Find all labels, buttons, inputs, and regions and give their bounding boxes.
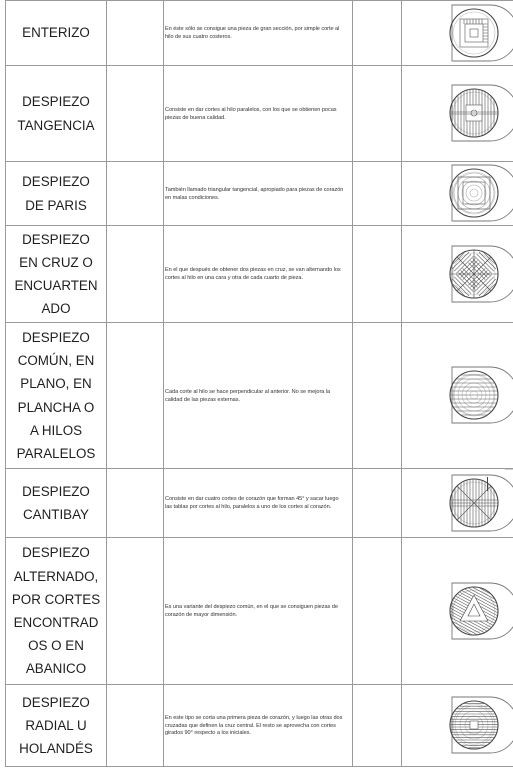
cut-diagram-cell bbox=[402, 538, 513, 685]
empty-cell bbox=[353, 685, 402, 767]
cut-type-name-line: ENCUARTEN bbox=[14, 278, 98, 293]
empty-cell bbox=[353, 226, 402, 323]
cut-type-name-line: DESPIEZO bbox=[22, 174, 90, 190]
cut-type-name-line: ENTERIZO bbox=[22, 25, 90, 41]
cut-type-name-line: CANTIBAY bbox=[23, 507, 89, 522]
cut-description: En el que después de obtener dos piezas en cruz, se van alternando los cortes al hilo en una cara y otra de cada cuarto de pieza. bbox=[165, 267, 341, 281]
table-row bbox=[6, 538, 513, 685]
cut-description-cell bbox=[164, 226, 353, 323]
cruz-cut-icon bbox=[448, 244, 513, 306]
cut-type-name-line: DESPIEZO bbox=[22, 329, 90, 345]
cut-type-name-line: EN CRUZ O bbox=[19, 254, 93, 270]
table-row bbox=[6, 685, 513, 767]
cut-type-name-line: PARALELOS bbox=[16, 445, 96, 461]
cut-type-name-line: PLANCHA O bbox=[17, 399, 95, 415]
empty-cell bbox=[353, 66, 402, 162]
alternado-cut-icon bbox=[448, 581, 513, 643]
empty-cell bbox=[107, 538, 164, 685]
table-row bbox=[6, 162, 513, 226]
cut-type-name bbox=[6, 1, 107, 66]
empty-cell bbox=[353, 538, 402, 685]
cut-description-cell bbox=[164, 469, 353, 538]
enterizo-cut-icon bbox=[448, 3, 513, 65]
cut-diagram-cell bbox=[402, 685, 513, 767]
cut-type-name bbox=[6, 66, 107, 162]
wood-cut-table bbox=[5, 0, 513, 767]
empty-cell bbox=[107, 323, 164, 469]
cut-diagram-cell bbox=[402, 323, 513, 469]
cut-diagram-cell bbox=[402, 162, 513, 226]
empty-cell bbox=[353, 162, 402, 226]
cut-type-name-line: RADIAL U bbox=[25, 717, 87, 733]
table-body bbox=[6, 1, 513, 767]
tangencia-cut-icon bbox=[448, 83, 513, 145]
cut-type-name-line: OS O EN bbox=[28, 638, 84, 654]
cut-type-name-line: HOLANDÉS bbox=[19, 741, 93, 757]
cut-description: También llamado triangular tangencial, apropiado para piezas de corazón en malas condiciones. bbox=[165, 186, 344, 201]
cut-diagram-cell bbox=[402, 226, 513, 323]
cut-description-cell bbox=[164, 1, 353, 66]
empty-cell bbox=[107, 66, 164, 162]
table-row bbox=[6, 469, 513, 538]
cut-diagram-cell bbox=[402, 66, 513, 162]
cut-description: Cada corte al hilo se hace perpendicular al anterior. No se mejora la calidad de las piezas externas. bbox=[165, 388, 331, 403]
side-rule bbox=[505, 469, 513, 470]
table-row bbox=[6, 226, 513, 323]
empty-cell bbox=[107, 685, 164, 767]
cut-description: Consiste en dar cuatro cortes de corazón que forman 45° y sacar luego las tablas por cortes al hilo, paralelos a uno de los cortes al corazón. bbox=[165, 496, 339, 510]
cut-type-name-line: ENCONTRAD bbox=[13, 615, 99, 630]
cut-type-name-line: POR CORTES bbox=[11, 591, 101, 607]
cut-type-name-line: COMÚN, EN bbox=[17, 353, 95, 369]
cut-description: En éste sólo se consigue una pieza de gran sección, por simple corte al hilo de sus cuatro costeros. bbox=[165, 26, 340, 40]
cut-type-name-line: TANGENCIA bbox=[17, 117, 95, 133]
cut-type-name bbox=[6, 226, 107, 323]
cut-type-name-line: DESPIEZO bbox=[22, 694, 90, 710]
cantibay-cut-icon bbox=[448, 473, 513, 535]
empty-cell bbox=[353, 1, 402, 66]
paris-cut-icon bbox=[448, 163, 513, 225]
empty-cell bbox=[353, 323, 402, 469]
cut-type-name bbox=[6, 323, 107, 469]
cut-type-name-line: ABANICO bbox=[25, 661, 87, 677]
empty-cell bbox=[107, 226, 164, 323]
cut-description-cell bbox=[164, 323, 353, 469]
cut-type-name-line: DESPIEZO bbox=[22, 94, 90, 110]
cut-diagram-cell bbox=[402, 469, 513, 538]
cut-description-cell bbox=[164, 685, 353, 767]
empty-cell bbox=[107, 469, 164, 538]
cut-type-name bbox=[6, 469, 107, 538]
cut-type-name-line: DESPIEZO bbox=[22, 545, 90, 561]
cut-type-name-line: ADO bbox=[41, 301, 71, 317]
cut-type-name-line: DESPIEZO bbox=[22, 231, 90, 247]
cut-type-name bbox=[6, 538, 107, 685]
cut-description-cell bbox=[164, 538, 353, 685]
table-row bbox=[6, 323, 513, 469]
cut-diagram-cell bbox=[402, 1, 513, 66]
empty-cell bbox=[107, 162, 164, 226]
cut-type-name bbox=[6, 162, 107, 226]
empty-cell bbox=[107, 1, 164, 66]
cut-description-cell bbox=[164, 162, 353, 226]
cut-description-cell bbox=[164, 66, 353, 162]
cut-type-name-line: A HILOS bbox=[29, 422, 83, 438]
cut-type-name bbox=[6, 685, 107, 767]
cut-type-name-line: DESPIEZO bbox=[22, 483, 90, 499]
empty-cell bbox=[353, 469, 402, 538]
text-cursor bbox=[487, 477, 488, 491]
cut-description: En este tipo se corta una primera pieza de corazón, y luego las otras dos cruzadas que definen la cruz central. El resto se aprovecha con cortes girados 90° respecto a los iniciales. bbox=[165, 714, 343, 737]
cut-type-name-line: DE PARIS bbox=[25, 197, 87, 213]
comun-cut-icon bbox=[448, 365, 513, 427]
cut-description: Es una variante del despiezo común, en el que se consiguen piezas de corazón de mayor dimensión. bbox=[165, 604, 338, 618]
table-row bbox=[6, 1, 513, 66]
cut-description: Consiste en dar cortes al hilo paralelos, con los que se obtienen pocas piezas de buena calidad. bbox=[165, 106, 337, 121]
radial-cut-icon bbox=[448, 695, 513, 757]
cut-type-name-line: PLANO, EN bbox=[20, 376, 92, 392]
table-row bbox=[6, 66, 513, 162]
cut-type-name-line: ALTERNADO, bbox=[13, 568, 99, 584]
